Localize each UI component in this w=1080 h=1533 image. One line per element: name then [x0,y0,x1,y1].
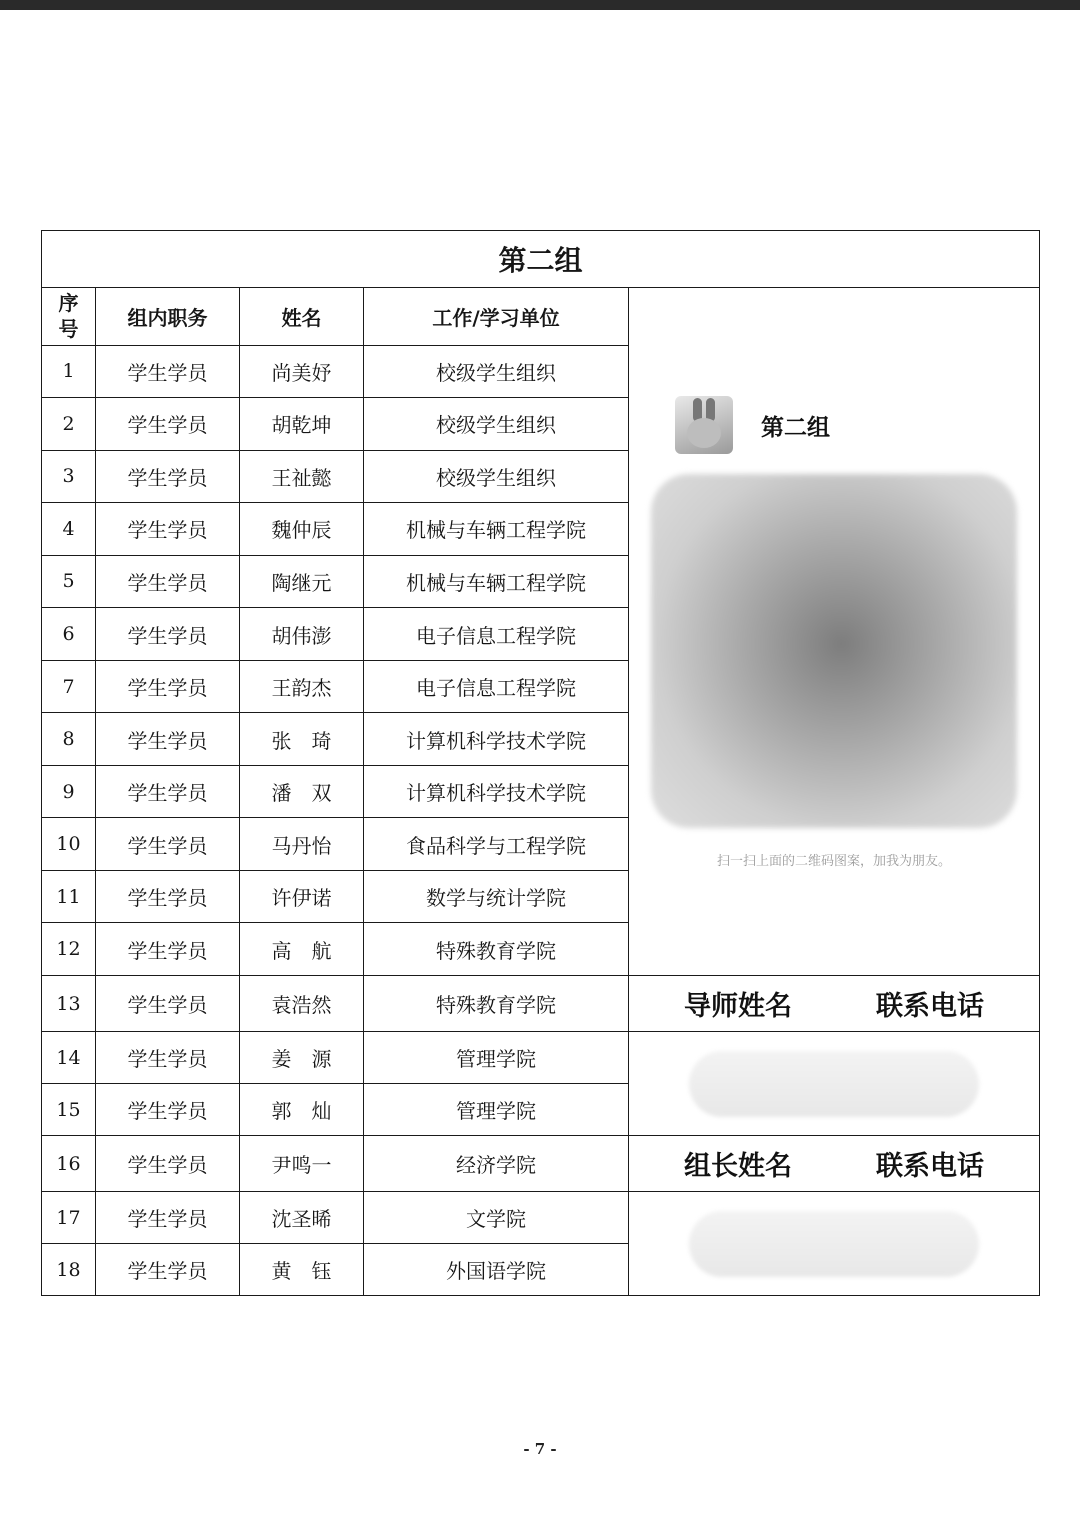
row-role: 学生学员 [96,1244,240,1296]
row-unit: 电子信息工程学院 [364,608,629,661]
roster-table [41,230,1040,1296]
row-role: 学生学员 [96,818,240,871]
row-number: 17 [42,1192,96,1244]
row-role: 学生学员 [96,450,240,503]
qr-caption: 扫一扫上面的二维码图案，加我为朋友。 [716,854,951,869]
mentor-phone-label: 联系电话 [876,991,985,1022]
qr-group-name: 第二组 [761,414,830,441]
redacted-leader-contact [689,1211,979,1277]
row-unit: 特殊教育学院 [364,923,629,976]
row-unit: 管理学院 [364,1032,629,1084]
leader-phone-label: 联系电话 [876,1151,985,1182]
group-title: 第二组 [42,231,1040,288]
row-role: 学生学员 [96,976,240,1032]
header-role: 组内职务 [96,288,240,346]
scan-top-edge [0,0,1080,10]
row-number: 12 [42,923,96,976]
row-unit: 食品科学与工程学院 [364,818,629,871]
qr-code-blurred [651,474,1017,828]
row-number: 10 [42,818,96,871]
qr-header [675,396,830,454]
redacted-mentor-contact [689,1051,979,1117]
row-name: 王韵杰 [240,660,364,713]
row-role: 学生学员 [96,345,240,398]
row-unit: 外国语学院 [364,1244,629,1296]
row-unit: 机械与车辆工程学院 [364,555,629,608]
row-number: 15 [42,1084,96,1136]
row-name: 尚美妤 [240,345,364,398]
rabbit-avatar-icon [675,396,733,454]
row-name: 郭 灿 [240,1084,364,1136]
row-role: 学生学员 [96,1084,240,1136]
row-unit: 计算机科学技术学院 [364,713,629,766]
row-unit: 机械与车辆工程学院 [364,503,629,556]
row-role: 学生学员 [96,398,240,451]
table-row [42,976,1040,1032]
row-unit: 文学院 [364,1192,629,1244]
row-name: 许伊诺 [240,870,364,923]
row-number: 9 [42,765,96,818]
row-role: 学生学员 [96,660,240,713]
row-number: 1 [42,345,96,398]
row-unit: 经济学院 [364,1136,629,1192]
table-row [42,1136,1040,1192]
header-unit: 工作/学习单位 [364,288,629,346]
row-number: 3 [42,450,96,503]
table-row [42,1032,1040,1084]
row-number: 13 [42,976,96,1032]
row-number: 5 [42,555,96,608]
row-name: 潘 双 [240,765,364,818]
row-name: 胡乾坤 [240,398,364,451]
row-name: 袁浩然 [240,976,364,1032]
header-seq-line1: 序 [58,291,79,316]
row-unit: 校级学生组织 [364,345,629,398]
row-name: 魏仲辰 [240,503,364,556]
row-unit: 校级学生组织 [364,398,629,451]
row-role: 学生学员 [96,1136,240,1192]
row-role: 学生学员 [96,870,240,923]
row-unit: 数学与统计学院 [364,870,629,923]
row-number: 4 [42,503,96,556]
row-name: 马丹怡 [240,818,364,871]
row-name: 陶继元 [240,555,364,608]
leader-header [629,1136,1040,1192]
row-name: 沈圣晞 [240,1192,364,1244]
row-role: 学生学员 [96,1032,240,1084]
row-unit: 特殊教育学院 [364,976,629,1032]
row-role: 学生学员 [96,923,240,976]
row-role: 学生学员 [96,503,240,556]
row-number: 8 [42,713,96,766]
row-role: 学生学员 [96,1192,240,1244]
group-roster [41,230,1039,1301]
row-name: 尹鸣一 [240,1136,364,1192]
row-role: 学生学员 [96,713,240,766]
row-role: 学生学员 [96,765,240,818]
row-number: 11 [42,870,96,923]
row-name: 王祉懿 [240,450,364,503]
mentor-info-redacted [629,1032,1040,1136]
row-name: 黄 钰 [240,1244,364,1296]
row-unit: 管理学院 [364,1084,629,1136]
row-number: 18 [42,1244,96,1296]
header-seq-line2: 号 [58,317,79,342]
row-role: 学生学员 [96,608,240,661]
table-row [42,1192,1040,1244]
row-unit: 校级学生组织 [364,450,629,503]
leader-info-redacted [629,1192,1040,1296]
leader-name-label: 组长姓名 [684,1151,792,1182]
row-number: 14 [42,1032,96,1084]
row-unit: 计算机科学技术学院 [364,765,629,818]
row-number: 6 [42,608,96,661]
page-number: - 7 - [523,1440,557,1458]
row-name: 姜 源 [240,1032,364,1084]
row-number: 16 [42,1136,96,1192]
mentor-header [629,976,1040,1032]
row-name: 高 航 [240,923,364,976]
row-unit: 电子信息工程学院 [364,660,629,713]
header-seq [42,288,96,346]
qr-panel [629,288,1040,976]
row-name: 胡伟澎 [240,608,364,661]
row-number: 2 [42,398,96,451]
row-role: 学生学员 [96,555,240,608]
row-name: 张 琦 [240,713,364,766]
mentor-name-label: 导师姓名 [684,991,792,1022]
header-name: 姓名 [240,288,364,346]
row-number: 7 [42,660,96,713]
